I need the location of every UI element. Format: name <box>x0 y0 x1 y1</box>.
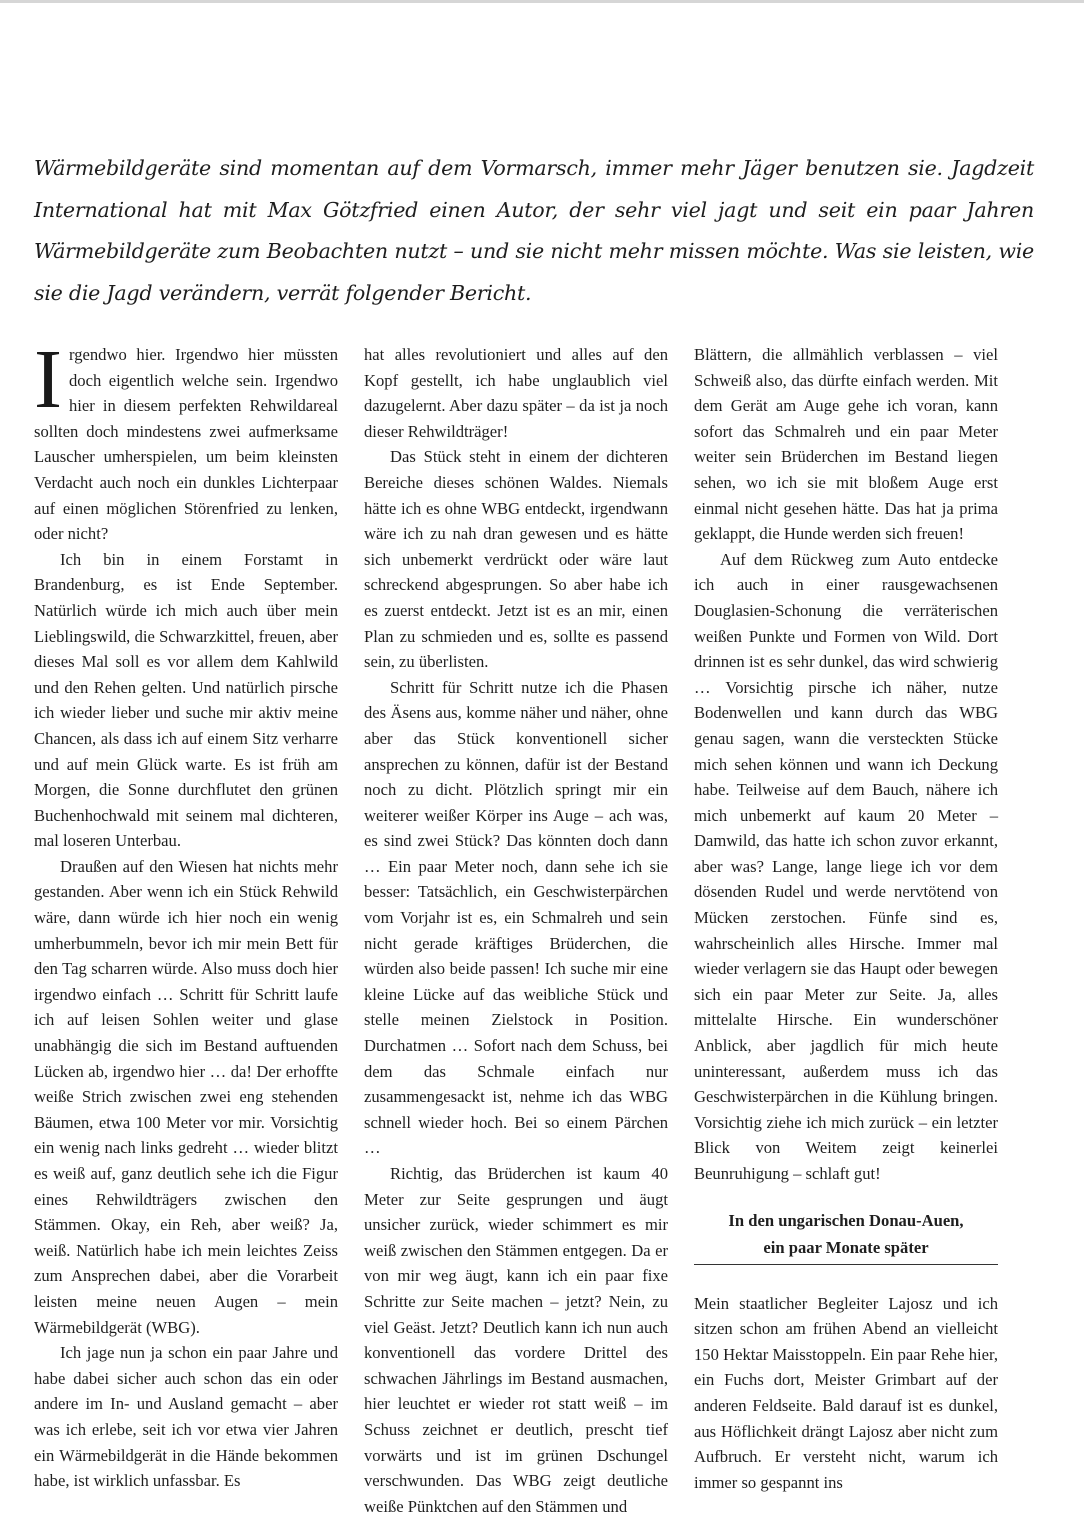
paragraph: Richtig, das Brüderchen ist kaum 40 Meter zur Seite gesprungen und äugt unsicher zurück, wieder schimmert es mir weiß zwischen den Stämmen entgegen. Da er von mir weg äugt, kann ich ein paar fixe Schritte zur Seite machen – jetzt? Nein, zu viel Geäst. Jetzt? Deutlich kann ich nun auch konventionell das vordere Drittel des schwachen Jährlings im Bestand ausmachen, hier leuchtet er wieder rot statt weiß – im Schuss zeichnet er deutlich, prescht tief vorwärts und ist im grünen Dschungel verschwunden. Das WBG zeigt deutliche weiße Pünktchen auf den Stämmen und <box>364 1164 668 1516</box>
paragraph: Draußen auf den Wiesen hat nichts mehr gestanden. Aber wenn ich ein Stück Rehwild wäre, dann würde ich hier noch ein wenig umherbummeln, bevor ich mir mein Bett für den Tag scharren würde. Also muss doch hier irgendwo einfach … Schritt für Schritt laufe ich auf leisen Sohlen weiter und glase unabhängig die sich im Bestand auftuenden Lücken ab, irgendwo hier … da! Der erhoffte weiße Strich zwischen zwei eng stehenden Bäumen, etwa 100 Meter vor mir. Vorsichtig ein wenig nach links gedreht … wieder blitzt es weiß auf, ganz deutlich sehe ich die Figur eines Rehwildträgers zwischen den Stämmen. Okay, ein Reh, aber weiß? Ja, weiß. Natürlich habe ich mein leichtes Zeiss zum Ansprechen dabei, aber die Vorarbeit leisten meine neuen Augen – mein Wärmebildgerät (WBG). <box>34 856 338 1337</box>
paragraph: Schritt für Schritt nutze ich die Phasen des Äsens aus, komme näher und näher, ohne aber das Stück konventionell sicher ansprechen zu können, dafür ist der Bestand noch zu dicht. Plötzlich springt mir ein weiterer weißer Körper ins Auge – ach was, es sind zwei Stück? Das könnten doch dann … Ein paar Meter noch, dann sehe ich sie besser: Tatsächlich, ein Geschwisterpärchen vom Vorjahr ist es, ein Schmalreh und sein nicht gerade kräftiges Brüderchen, die würden also beide passen! Ich suche mir eine kleine Lücke auf das weibliche Stück und stelle meinen Zielstock in Position. Durchatmen … Sofort nach dem Schuss, bei dem das Schmale einfach nur zusammengesackt ist, nehme ich das WBG schnell wieder hoch. Bei so einem Pärchen … <box>364 677 668 1158</box>
paragraph-text: rgendwo hier. Irgendwo hier müssten doch eigentlich welche sein. Irgendwo hier in diesem perfekten Rehwildareal sollten doch mindestens zwei aufmerksame Lauscher umherspielen, um beim kleinsten Verdacht auch noch ein dunkles Lichterpaar auf einen möglichen Störenfried zu lenken, oder nicht? <box>34 345 338 544</box>
drop-cap: I <box>34 333 62 426</box>
column-3 <box>694 342 998 1495</box>
paragraph: hat alles revolutioniert und alles auf den Kopf gestellt, ich habe unglaublich viel dazugelernt. Aber dazu später – da ist ja noch dieser Rehwildträger! <box>364 345 668 441</box>
column-1 <box>34 333 338 1494</box>
paragraph: Ich jage nun ja schon ein paar Jahre und habe dabei sicher auch schon das ein oder andere im In- und Ausland gemacht – aber was ich erlebe, seit ich vor etwa vier Jahren ein Wärmebildgerät in die Hände bekommen habe, ist wirklich unfassbar. Es <box>34 1343 338 1491</box>
paragraph: Ich bin in einem Forstamt in Brandenburg, es ist Ende September. Natürlich würde ich mich auch über mein Lieblingswild, die Schwarzkittel, freuen, aber dieses Mal soll es vor allem dem Kahlwild und den Rehen gelten. Und natürlich pirsche ich wieder lieber und suche mir aktiv meine Chancen, als dass ich auf einem Sitz verharre und auf mein Glück warte. Es ist früh am Morgen, die Sonne durchflutet den grünen Buchenhochwald mit seinem mal dichteren, mal loseren Unterbau. <box>34 549 338 851</box>
paragraph: Blättern, die allmählich verblassen – viel Schweiß also, das dürfte einfach werden. Mit dem Gerät am Auge gehe ich voran, kann sofort das Schmalreh und ein paar Meter weiter sein Brüderchen im Bestand liegen sehen, wo ich sie mit bloßem Auge erst einmal nicht gesehen hätte. Das hat ja prima geklappt, die Hunde werden sich freuen! <box>694 345 998 544</box>
paragraph <box>34 333 338 547</box>
paragraph: Das Stück steht in einem der dichteren Bereiche dieses schönen Waldes. Niemals hätte ich es ohne WBG entdeckt, irgendwann wäre ich zu nah dran gewesen und es hätte sich unbemerkt verdrückt oder wäre laut schreckend abgesprungen. So aber habe ich es zuerst entdeckt. Jetzt ist es an mir, einen Plan zu schmieden und es, sollte es passend sein, zu überlisten. <box>364 447 668 672</box>
section-heading-line: ein paar Monate später <box>763 1237 929 1257</box>
intro-lead: Wärmebildgeräte sind momentan auf dem Vormarsch, immer mehr Jäger benutzen sie. Jagdzeit International hat mit Max Götzfried einen Autor, der sehr viel jagt und seit ein paar Jahren Wärmebildgeräte zum Beobachten nutzt – und sie nicht mehr missen möchte. Was sie leisten, wie sie die Jagd verändern, verrät folgender Bericht. <box>34 156 1034 305</box>
paragraph: Auf dem Rückweg zum Auto entdecke ich auch in einer rausgewachsenen Douglasien-Schonung die verräterischen weißen Punkte und Formen von Wild. Dort drinnen ist es sehr dunkel, das wird schwierig … Vorsichtig pirsche ich näher, nutze Bodenwellen und kann durch das WBG genau sagen, wann die versteckten Stücke mich sehen können und wann ich Deckung habe. Teilweise auf dem Bauch, nähere ich mich unbemerkt auf kaum 20 Meter – Damwild, das hatte ich schon zuvor erkannt, aber was? Lange, lange liege ich vor dem dösenden Rudel und werde nervtötend von Mücken zerstochen. Fünfe sind es, wahrscheinlich alles Hirsche. Immer mal wieder verlagern sie das Haupt oder bewegen sich ein paar Meter zur Seite. Ja, alles mittelalte Hirsche. Ein wunderschöner Anblick, aber jagdlich für mich heute uninteressant, außerdem muss ich das Geschwisterpärchen in die Kühlung bringen. Vorsichtig ziehe ich mich zurück – ein letzter Blick von Weitem zeigt keinerlei Beunruhigung – schlaft gut! <box>694 549 998 1183</box>
section-heading <box>694 1207 998 1265</box>
paragraph: Mein staatlicher Begleiter Lajosz und ich sitzen schon am frühen Abend an vielleicht 150 Hektar Maisstoppeln. Ein paar Rehe hier, ein Fuchs dort, Meister Grimbart auf der anderen Feldseite. Bald darauf ist es dunkel, aus Höflichkeit drängt Lajosz aber nicht zum Aufbruch. Er versteht nicht, warum ich immer so gespannt ins <box>694 1293 998 1492</box>
top-rule <box>0 0 1084 3</box>
section-heading-line: In den ungarischen Donau-Auen, <box>728 1210 964 1230</box>
column-2 <box>364 342 668 1519</box>
